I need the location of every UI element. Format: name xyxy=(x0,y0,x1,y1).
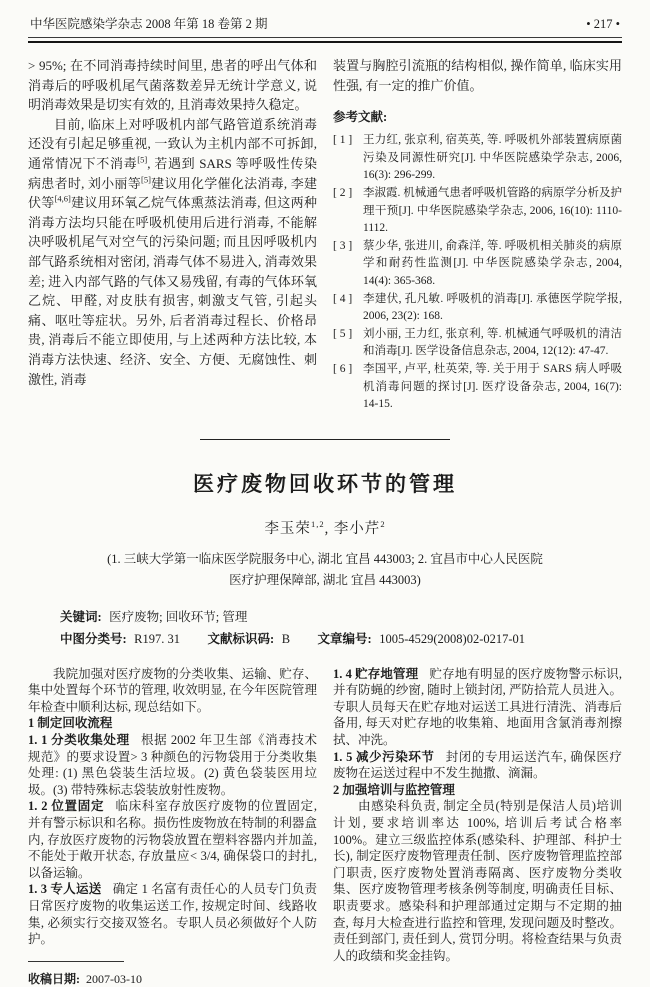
section-text: 封闭的专用运送汽车, 确保医疗废物在运送过程中不发生抛撒、滴漏。 xyxy=(333,749,622,781)
clc-label: 中图分类号: xyxy=(60,631,127,646)
section-text: 贮存地有明显的医疗废物警示标识, 并有防蝇的纱窗, 随时上锁封闭, 严防拾荒人员进入。专职人员每天在贮存地对运送工具进行清洗、消毒后备用, 每天对贮存地的收集箱、地面用含氯消毒剂擦拭、冲洗。 xyxy=(333,666,622,748)
doc-code-label: 文献标识码: xyxy=(207,631,275,646)
section-paragraph xyxy=(28,881,317,947)
reference-number: [ 1 ] xyxy=(333,134,353,147)
article-id-label: 文章编号: xyxy=(317,631,372,646)
keywords-line xyxy=(60,606,622,628)
author-name: 李小芹 xyxy=(333,520,381,537)
affiliation-line: 医疗护理保障部, 湖北 宜昌 443003) xyxy=(229,572,421,587)
body-paragraph: > 95%; 在不同消毒持续时间里, 患者的呼出气体和消毒后的呼吸机尾气菌落数差异无统计学意义, 说明消毒效果是切实有效的, 且消毒效果持久稳定。 xyxy=(28,58,317,113)
body-paragraph: 我院加强对医疗废物的分类收集、运输、贮存、集中处置每个环节的管理, 收效明显, 在今年医院管理年检查中顺利达标, 现总结如下。 xyxy=(28,666,317,714)
receipt-date-value: 2007-03-10 xyxy=(86,971,142,986)
reference-item xyxy=(333,291,622,326)
article1-right-column xyxy=(333,56,622,414)
reference-number: [ 6 ] xyxy=(333,362,353,375)
section-paragraph xyxy=(28,798,317,881)
article2-left-column xyxy=(28,666,317,987)
author-separator: , xyxy=(324,520,334,537)
article1-left-column xyxy=(28,56,317,414)
reference-list xyxy=(333,132,622,414)
header-rule xyxy=(28,37,622,43)
receipt-date-label: 收稿日期: xyxy=(28,971,80,986)
reference-text: 李国平, 卢平, 杜英荣, 等. 关于用于 SARS 病人呼吸机消毒问题的探讨[J]. 医疗设备杂志, 2004, 16(7): 14-15. xyxy=(363,362,622,411)
article2-right-column xyxy=(333,666,622,987)
section-text: 确定 1 名富有责任心的人员专门负责日常医疗废物的收集运送工作, 按规定时间、线路收集, 必须实行交接双签名。专职人员必须做好个人防护。 xyxy=(28,882,317,947)
section-label: 1. 4 贮存地管理 xyxy=(333,666,419,681)
affiliation-line: (1. 三峡大学第一临床医学院服务中心, 湖北 宜昌 443003; 2. 宜昌市中心人民医院 xyxy=(107,551,543,566)
section-text: 根据 2002 年卫生部《消毒技术规范》的要求设置> 3 种颜色的污物袋用于分类收集处理: (1) 黑色袋装生活垃圾。(2) 黄色袋装医用垃圾。(3) 带特殊标志袋装放射性废物。 xyxy=(28,733,317,797)
journal-header xyxy=(28,10,622,37)
reference-text: 李淑霞. 机械通气患者呼吸机管路的病原学分析及护理干预[J]. 中华医院感染学杂志, 2006, 16(10): 1110-1112. xyxy=(363,186,622,235)
section-text: 临床科室存放医疗废物的位置固定, 并有警示标识和名称。损伤性废物放在特制的利器盒内, 存放医疗废物的污物袋放置在塑料容器内并加盖, 不能处于敞开状态, 存放量应< 3/4, 确保袋口的封扎, 以备运输。 xyxy=(28,799,317,880)
article-divider xyxy=(200,439,450,440)
section-paragraph xyxy=(333,749,622,782)
article-title: 医疗废物回收环节的管理 xyxy=(193,471,457,496)
section-paragraph xyxy=(28,732,317,798)
references-heading: 参考文献: xyxy=(333,110,388,125)
affiliation xyxy=(28,549,622,591)
reference-number: [ 3 ] xyxy=(333,239,353,252)
receipt-footnote xyxy=(28,961,317,987)
reference-text: 李建伏, 孔凡敏. 呼吸机的消毒[J]. 承德医学院学报, 2006, 23(2): 168. xyxy=(363,292,622,323)
reference-item xyxy=(333,132,622,185)
body-paragraph: 由感染科负责, 制定全员(特别是保洁人员)培训计划, 要求培训率达 100%, 培训后考试合格率 100%。建立三级监控体系(感染科、护理部、科护士长), 制定医疗废物管理责任制、医疗废物管理监控部门职责, 医疗废物处置消毒隔离、医疗废物分类收集、医疗废物管理考核条例等制度, 明确责任目标、职责要求。感染科和护理部通过定期与不定期的抽查, 每月大检查进行监控和管理, 发现问题及时整改。责任到部门, 责任到人, 赏罚分明。将检查结果与负责人的政绩和奖金挂钩。 xyxy=(333,799,622,963)
citation-superscript: [5] xyxy=(137,154,148,165)
article-meta xyxy=(60,606,622,650)
reference-number: [ 2 ] xyxy=(333,186,353,199)
page-number: • 217 • xyxy=(586,17,620,31)
clc-value: R197. 31 xyxy=(134,631,181,646)
section-label: 1. 5 减少污染环节 xyxy=(333,749,435,764)
reference-item xyxy=(333,185,622,238)
doc-code-value: B xyxy=(281,631,291,646)
citation-superscript: [4,6] xyxy=(54,193,71,204)
reference-number: [ 5 ] xyxy=(333,327,353,340)
article-id-value: 1005-4529(2008)02-0217-01 xyxy=(379,631,526,646)
citation-superscript: [5] xyxy=(140,174,151,185)
reference-text: 蔡少华, 张进川, 俞森洋, 等. 呼吸机相关肺炎的病原学和耐药性监测[J]. 中华医院感染学杂志, 2004, 14(4): 365-368. xyxy=(363,239,622,287)
receipt-date-line xyxy=(28,970,317,987)
article1-end xyxy=(28,56,622,414)
keywords-value: 医疗废物; 回收环节; 管理 xyxy=(109,609,248,624)
article2-body xyxy=(28,666,622,987)
section-label: 1. 3 专人运送 xyxy=(28,882,102,897)
footnote-rule xyxy=(28,961,124,962)
classification-line xyxy=(60,628,622,650)
reference-text: 刘小丽, 王力红, 张京利, 等. 机械通气呼吸机的清洁和消毒[J]. 医学设备信息杂志, 2004, 12(12): 47-47. xyxy=(363,327,622,358)
body-paragraph: 目前, 临床上对呼吸机内部气路管道系统消毒还没有引起足够重视, 一致认为主机内部不可拆卸, 通常情况下不消毒[5], 若遇到 SARS 等呼吸性传染病患者时, 刘小丽等[5]建议用化学催化法消毒, 李建伏等[4,6]建议用环氧乙烷气体熏蒸法消毒, 但这两种消毒方法均只能在呼吸机使用后进行消毒, 不能解决呼吸机尾气对空气的污染问题; 而且因呼吸机内部气路系统相对密闭, 消毒气体不易进入, 消毒效果差; 进入内部气路的气体又易残留, 有毒的气体环氧乙烷、甲醛, 对皮肤有损害, 刺激支气管, 引起头痛、呕吐等症状。另外, 后者消毒过程长、价格昂贵, 消毒后不能立即使用, 与上述两种方法比较, 本消毒方法快速、经济、安全、方便、无腐蚀性、刺激性, 消毒 xyxy=(28,116,317,387)
journal-title: 中华医院感染学杂志 2008 年第 18 卷第 2 期 xyxy=(30,17,268,31)
body-paragraph: 装置与胸腔引流瓶的结构相似, 操作简单, 临床实用性强, 有一定的推广价值。 xyxy=(333,58,622,93)
reference-item xyxy=(333,326,622,361)
section-label: 1. 1 分类收集处理 xyxy=(28,733,130,748)
reference-text: 王力红, 张京利, 宿英英, 等. 呼吸机外部装置病原菌污染及同源性研究[J]. 中华医院感染学杂志, 2006, 16(3): 296-299. xyxy=(363,134,622,182)
section-paragraph xyxy=(333,666,622,749)
section-heading: 2 加强培训与监控管理 xyxy=(333,782,455,797)
keywords-label: 关键词: xyxy=(60,609,102,624)
section-heading: 1 制定回收流程 xyxy=(28,716,113,731)
author-superscript: 1,2 xyxy=(310,518,325,529)
authors-line xyxy=(28,517,622,538)
author-name: 李玉荣 xyxy=(264,520,311,537)
reference-number: [ 4 ] xyxy=(333,292,353,305)
reference-item xyxy=(333,238,622,291)
section-label: 1. 2 位置固定 xyxy=(28,799,105,814)
author-superscript: 2 xyxy=(380,518,386,529)
reference-item xyxy=(333,361,622,414)
